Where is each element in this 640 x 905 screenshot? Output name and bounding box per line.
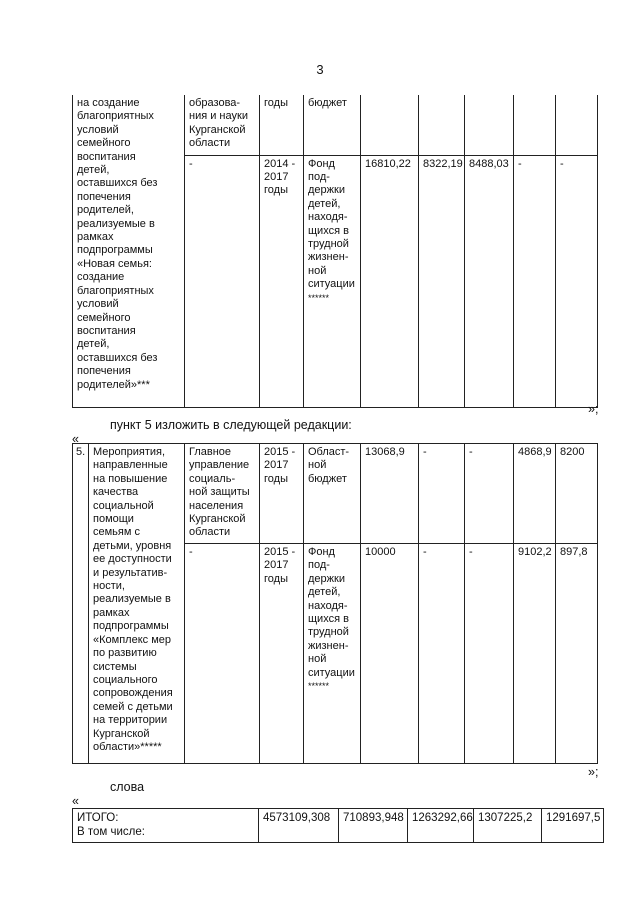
value-cell: - [465, 444, 514, 544]
value-cell: 8200 [556, 444, 598, 544]
measure-name-cell: на создание благоприятных условий семейного воспитания детей, оставшихся без попечения родителей, реализуемые в рамках подпрограммы «Новая семья: создание благоприятных условий семейного воспитания детей, оставшихся без попечения родителей»*** [73, 95, 185, 407]
value-cell: 1263292,66 [408, 809, 474, 843]
value-cell [465, 95, 514, 155]
source-text: Фонд под- держки детей, находя- щихся в трудной жизнен- ной ситуации [308, 546, 355, 679]
period-cell: 2015 - 2017 годы [260, 444, 304, 544]
closing-quote: »; [588, 765, 599, 779]
period-cell: годы [260, 95, 304, 155]
value-cell: 9102,2 [514, 544, 556, 764]
value-cell: 1307225,2 [474, 809, 542, 843]
value-cell: - [419, 544, 465, 764]
total-cell [361, 95, 419, 155]
opening-quote: « [72, 432, 79, 446]
page-number: 3 [316, 62, 324, 77]
instruction-text: слова [110, 780, 145, 794]
source-cell: бюджет [304, 95, 361, 155]
value-cell: - [556, 155, 598, 407]
value-cell: - [419, 444, 465, 544]
footnote-mark: ****** [308, 292, 330, 303]
value-cell: 710893,948 [339, 809, 408, 843]
value-cell: - [514, 155, 556, 407]
executor-cell: - [185, 544, 260, 764]
source-cell [304, 544, 361, 764]
executor-cell: образова- ния и науки Курганской области [185, 95, 260, 155]
table-continued [72, 95, 598, 408]
measure-name-cell: Мероприятия, направленные на повышение качества социальной помощи семьям с детьми, уровня ее доступности и результатив- ности, реализуемые в рамках подпрограммы «Комплекс мер по развитию системы социального сопровождения семей с детьми на территории Курганской области»***** [89, 444, 185, 764]
value-cell [556, 95, 598, 155]
value-cell: 1291697,5 [542, 809, 604, 843]
table-row [73, 95, 598, 155]
instruction-text: пункт 5 изложить в следующей редакции: [110, 418, 352, 432]
executor-cell: - [185, 155, 260, 407]
value-cell: 8488,03 [465, 155, 514, 407]
total-cell: 10000 [361, 544, 419, 764]
value-cell: 4868,9 [514, 444, 556, 544]
source-text: Фонд под- держки детей, находя- щихся в трудной жизнен- ной ситуации [308, 157, 355, 291]
executor-cell: Главное управление социаль- ной защиты населения Курганской области [185, 444, 260, 544]
value-cell: 897,8 [556, 544, 598, 764]
table-row [73, 444, 598, 544]
source-cell: Област- ной бюджет [304, 444, 361, 544]
totals-label-cell: ИТОГО: В том числе: [73, 809, 259, 843]
table-totals [72, 808, 604, 843]
source-cell [304, 155, 361, 407]
item-number-cell: 5. [73, 444, 89, 764]
table-item-5 [72, 443, 598, 764]
table-row [73, 809, 604, 843]
period-cell: 2015 - 2017 годы [260, 544, 304, 764]
period-cell: 2014 - 2017 годы [260, 155, 304, 407]
total-cell: 13068,9 [361, 444, 419, 544]
total-cell: 4573109,308 [259, 809, 339, 843]
value-cell [514, 95, 556, 155]
value-cell: 8322,19 [419, 155, 465, 407]
closing-quote: »; [588, 402, 599, 416]
footnote-mark: ****** [308, 681, 330, 692]
value-cell [419, 95, 465, 155]
total-cell: 16810,22 [361, 155, 419, 407]
opening-quote: « [72, 794, 79, 808]
value-cell: - [465, 544, 514, 764]
